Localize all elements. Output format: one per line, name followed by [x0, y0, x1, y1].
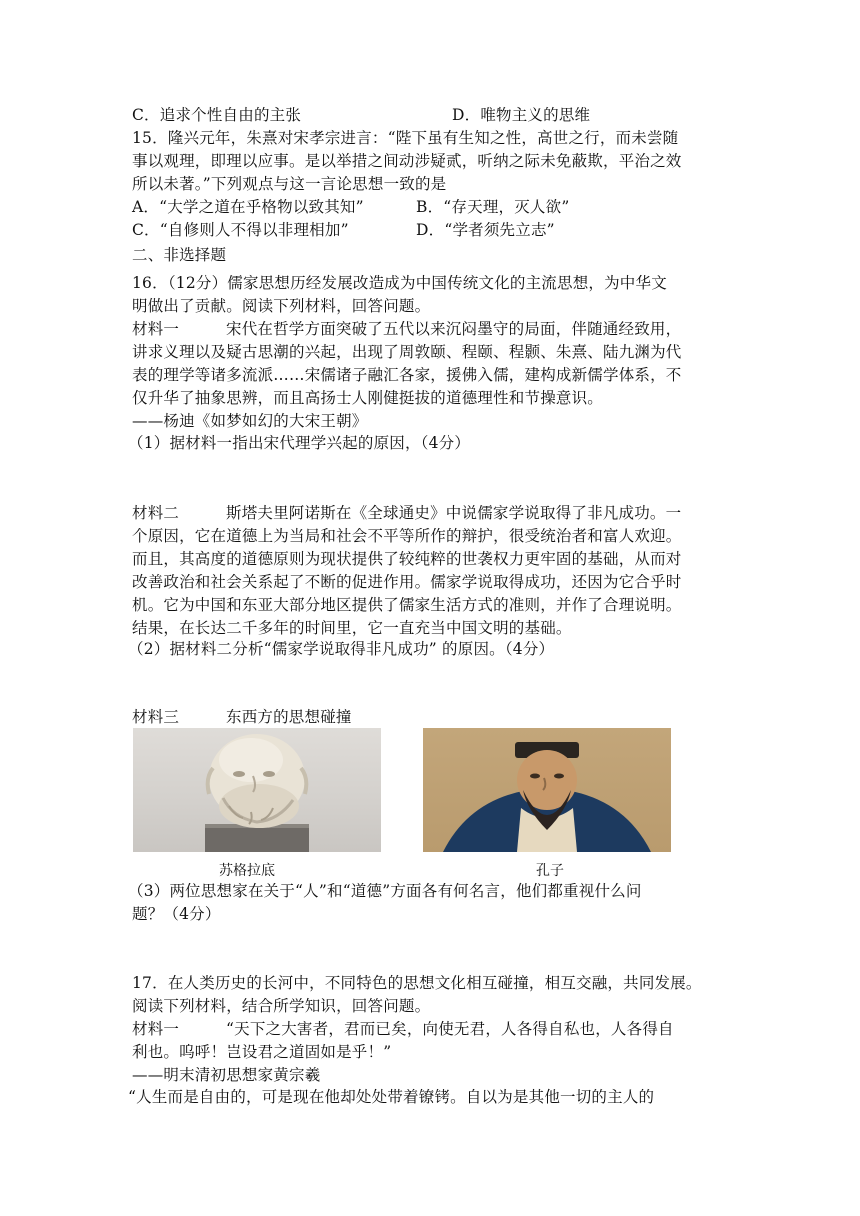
q17-material1-line: 利也。呜呼！岂设君之道固如是乎！”	[132, 1043, 392, 1061]
q16-subquestion-2: （2）据材料二分析“儒家学说取得非凡成功” 的原因。（4分）	[128, 640, 555, 658]
q16-material2-label: 材料二	[132, 504, 180, 522]
q15-option-c: C．“自修则人不得以非理相加”	[132, 221, 349, 239]
q15-option-b: B．“存天理，灭人欲”	[416, 198, 570, 216]
q16-material2-line: 机。它为中国和东亚大部分地区提供了儒家生活方式的准则，并作了合理说明。	[132, 596, 682, 614]
section-title: 二、非选择题	[132, 246, 227, 264]
q16-material2-line: 改善政治和社会关系起了不断的促进作用。儒家学说取得成功，还因为它合乎时	[132, 573, 682, 591]
q14-option-d: D．唯物主义的思维	[452, 106, 591, 124]
q17-material1-label: 材料一	[132, 1020, 180, 1038]
q17-material2-line: “人生而是自由的，可是现在他却处处带着镣铐。自以为是其他一切的主人的	[128, 1088, 655, 1106]
q15-option-d: D．“学者须先立志”	[416, 221, 555, 239]
q17-material1-line: “天下之大害者，君而已矣，向使无君，人各得自私也，人各得自	[226, 1020, 674, 1038]
q15-stem-line: 事以观理，即理以应事。是以举措之间动涉疑贰，听纳之际未免蔽欺，平治之效	[132, 152, 682, 170]
q17-stem-line: 阅读下列材料，结合所学知识，回答问题。	[132, 997, 431, 1015]
q15-stem-line: 15．隆兴元年，朱熹对宋孝宗进言：“陛下虽有生知之性，高世之行，而未尝随	[132, 129, 679, 147]
q17-stem-line: 17．在人类历史的长河中，不同特色的思想文化相互碰撞，相互交融，共同发展。	[132, 974, 702, 992]
q16-material1-line: 仅升华了抽象思辨，而且高扬士人刚健挺拔的道德理性和节操意识。	[132, 389, 604, 407]
q16-material1-label: 材料一	[132, 320, 180, 338]
q16-material2-line: 个原因，它在道德上为当局和社会不平等所作的辩护，很受统治者和富人欢迎。	[132, 527, 682, 545]
q16-material1-source: ——杨迪《如梦如幻的大宋王朝》	[132, 412, 368, 430]
q17-material1-source: ——明末清初思想家黄宗羲	[132, 1066, 321, 1084]
q16-material2-line: 斯塔夫里阿诺斯在《全球通史》中说儒家学说取得了非凡成功。一	[226, 504, 682, 522]
socrates-bust-image	[133, 728, 381, 852]
q16-material1-line: 表的理学等诸多流派……宋儒诸子融汇各家，援佛入儒，建构成新儒学体系，不	[132, 366, 682, 384]
q16-material1-line: 讲求义理以及疑古思潮的兴起，出现了周敦颐、程颐、程颢、朱熹、陆九渊为代	[132, 343, 682, 361]
q16-subquestion-3-cont: 题？（4分）	[132, 905, 221, 923]
q16-material3-title: 东西方的思想碰撞	[226, 708, 352, 726]
q16-material3-label: 材料三	[132, 708, 180, 726]
socrates-caption: 苏格拉底	[219, 863, 275, 879]
q16-subquestion-1: （1）据材料一指出宋代理学兴起的原因，（4分）	[128, 434, 471, 452]
q16-material2-line: 结果，在长达二千多年的时间里，它一直充当中国文明的基础。	[132, 619, 572, 637]
q16-stem-line: 16．（12分）儒家思想历经发展改造成为中国传统文化的主流思想，为中华文	[132, 274, 667, 292]
confucius-portrait-image	[423, 728, 671, 852]
q15-option-a: A．“大学之道在乎格物以致其知”	[132, 198, 364, 216]
q14-option-c: C．追求个性自由的主张	[132, 106, 302, 124]
confucius-caption: 孔子	[536, 863, 564, 879]
q16-stem-line: 明做出了贡献。阅读下列材料，回答问题。	[132, 297, 431, 315]
q16-subquestion-3: （3）两位思想家在关于“人”和“道德”方面各有何名言，他们都重视什么问	[128, 882, 642, 900]
q16-material1-line: 宋代在哲学方面突破了五代以来沉闷墨守的局面，伴随通经致用，	[226, 320, 682, 338]
q15-stem-line: 所以未著。”下列观点与这一言论思想一致的是	[132, 175, 447, 193]
q16-material2-line: 而且，其高度的道德原则为现状提供了较纯粹的世袭权力更牢固的基础，从而对	[132, 550, 682, 568]
